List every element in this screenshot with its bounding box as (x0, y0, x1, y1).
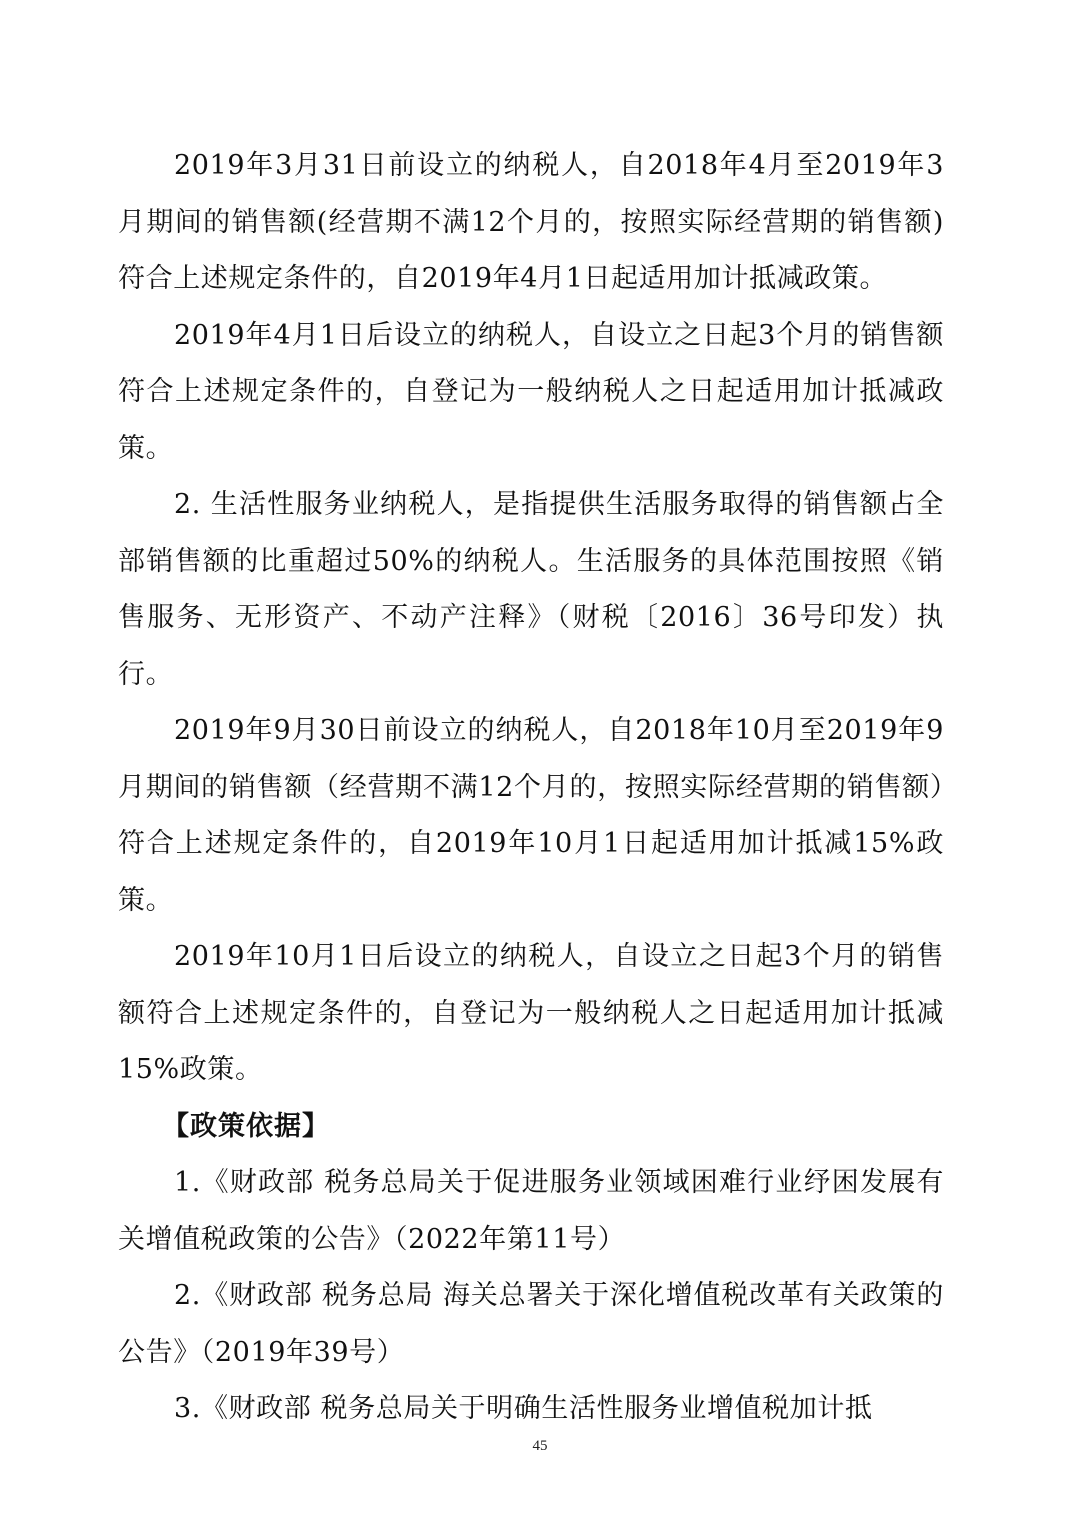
page-number: 45 (532, 1438, 548, 1454)
policy-basis-item-2: 2.《财政部 税务总局 海关总署关于深化增值税改革有关政策的公告》（2019年39号） (118, 1280, 944, 1368)
paragraph-lifestyle-service-definition: 2. 生活性服务业纳税人，是指提供生活服务取得的销售额占全部销售额的比重超过50%的纳税人。生活服务的具体范围按照《销售服务、无形资产、不动产注释》（财税〔2016〕36号印发）执行。 (118, 489, 944, 690)
paragraph-pre-march-2019: 2019年3月31日前设立的纳税人，自2018年4月至2019年3月期间的销售额(经营期不满12个月的，按照实际经营期的销售额)符合上述规定条件的，自2019年4月1日起适用加计抵减政策。 (118, 150, 944, 294)
section-heading-policy-basis: 【政策依据】 (162, 1110, 330, 1142)
policy-basis-item-1: 1.《财政部 税务总局关于促进服务业领域困难行业纾困发展有关增值税政策的公告》（2022年第11号） (118, 1167, 944, 1255)
page-body (118, 138, 944, 1438)
paragraph-pre-september-2019: 2019年9月30日前设立的纳税人，自2018年10月至2019年9月期间的销售额（经营期不满12个月的，按照实际经营期的销售额）符合上述规定条件的，自2019年10月1日起适用加计抵减15%政策。 (118, 715, 944, 916)
paragraph-post-october-2019: 2019年10月1日后设立的纳税人，自设立之日起3个月的销售额符合上述规定条件的，自登记为一般纳税人之日起适用加计抵减15%政策。 (118, 941, 944, 1085)
paragraph-post-april-2019: 2019年4月1日后设立的纳税人，自设立之日起3个月的销售额符合上述规定条件的，自登记为一般纳税人之日起适用加计抵减政策。 (118, 319, 944, 464)
policy-basis-item-3: 3.《财政部 税务总局关于明确生活性服务业增值税加计抵 (174, 1393, 873, 1424)
